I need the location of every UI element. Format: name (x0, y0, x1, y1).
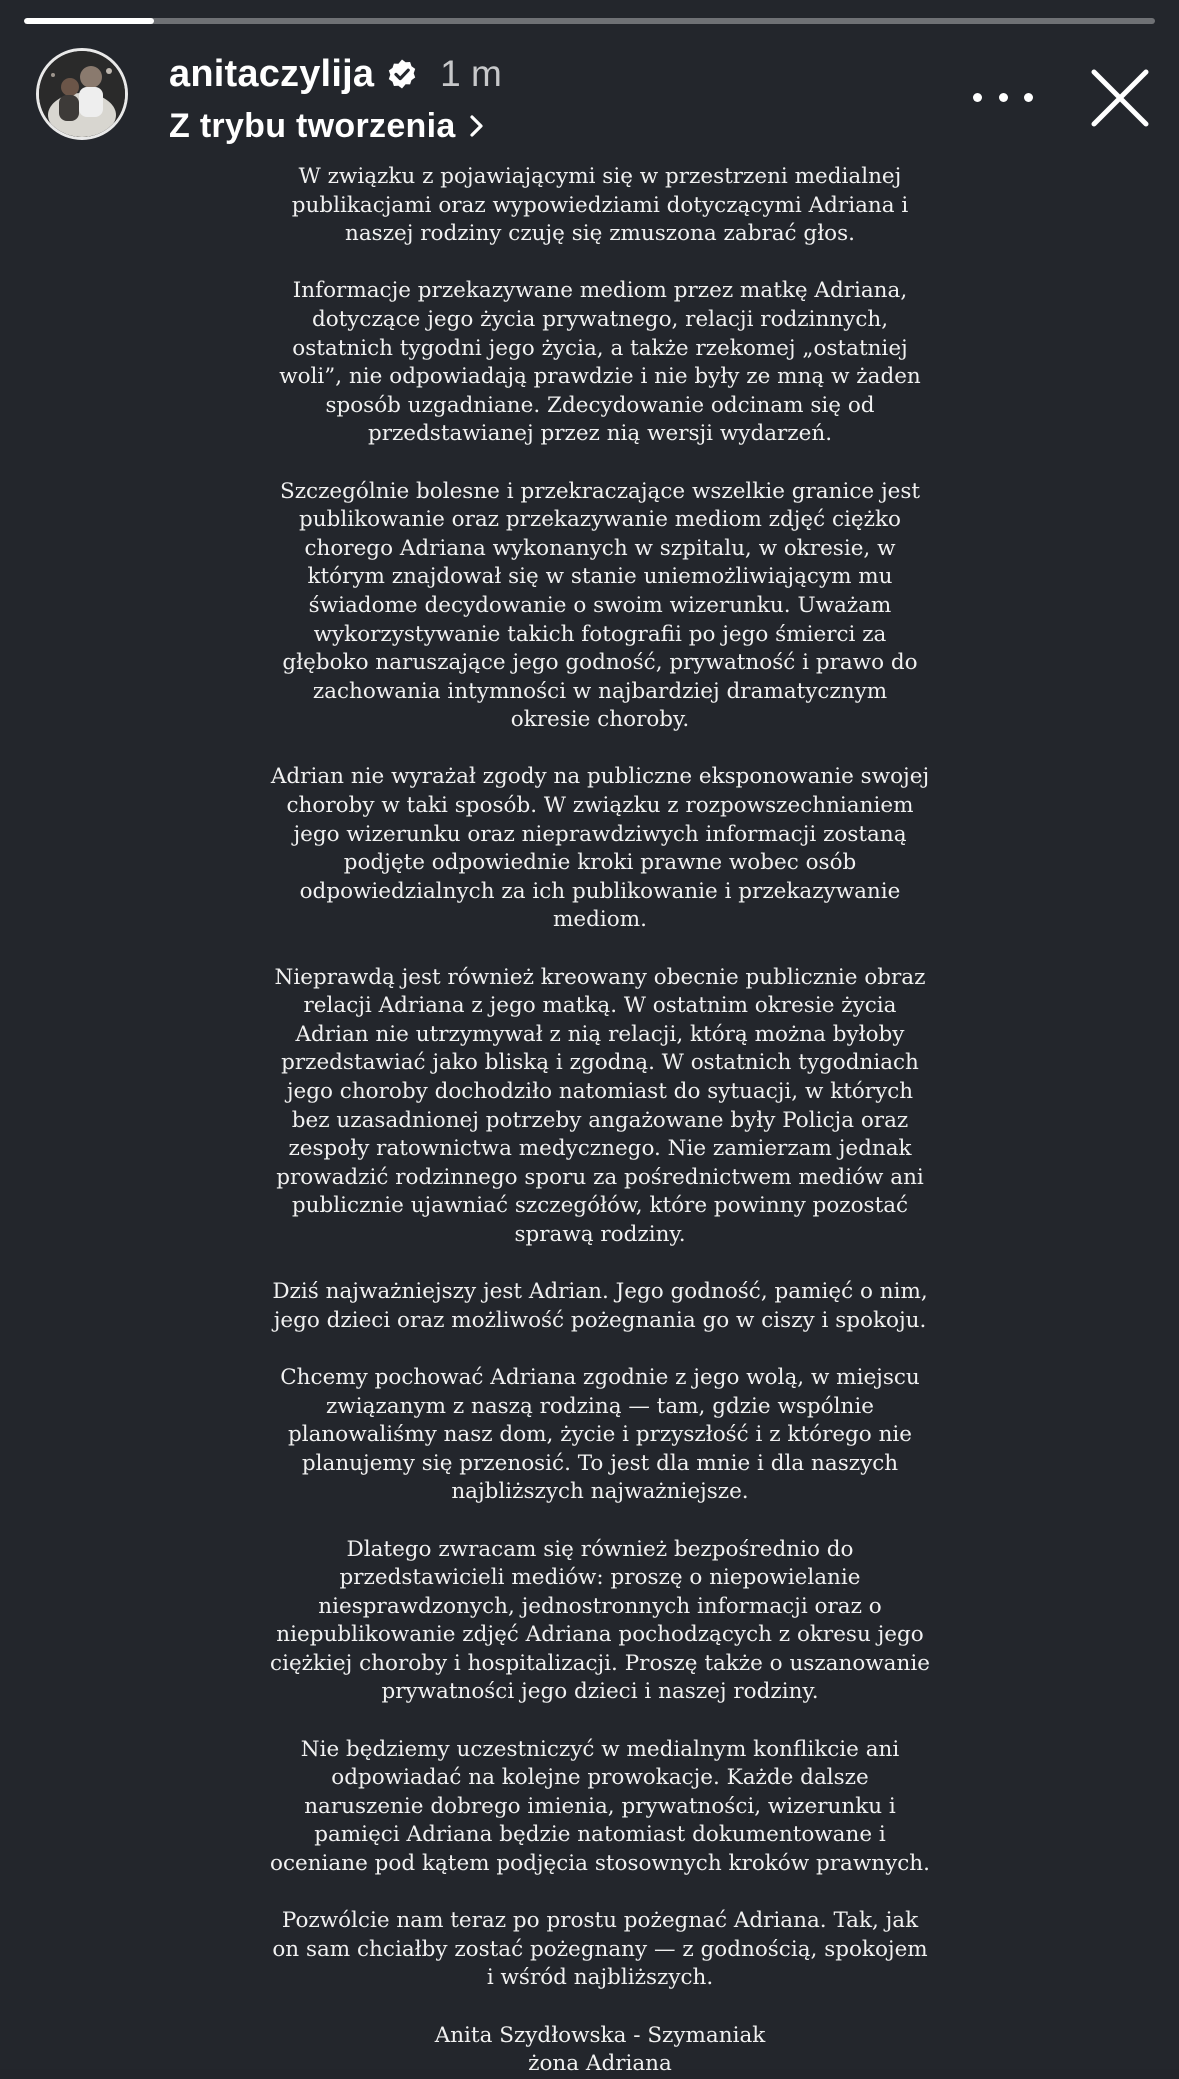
statement-paragraph: Nie będziemy uczestniczyć w medialnym konflikcie ani odpowiadać na kolejne prowokacje. Każde dalsze naruszenie dobrego imienia, prywatności, wizerunku i pamięci Adriana będzie natomiast dokumentowane i oceniane pod kątem podjęcia stosownych kroków prawnych. (270, 1736, 930, 1877)
signature (270, 2022, 930, 2079)
statement-paragraph: Dziś najważniejszy jest Adrian. Jego godność, pamięć o nim, jego dzieci oraz możliwość pożegnania go w ciszy i spokoju. (272, 1279, 928, 1333)
creation-mode-link[interactable] (169, 104, 502, 148)
statement-paragraph: Adrian nie wyrażał zgody na publiczne eksponowanie swojej choroby w taki sposób. W związku z rozpowszechnianiem jego wizerunku oraz nieprawdziwych informacji zostaną podjęte odpowiednie kroki prawne wobec osób odpowiedzialnych za ich publikowanie i przekazywanie mediom. (270, 764, 930, 933)
username[interactable]: anitaczylija (169, 52, 375, 95)
statement-paragraph: Pozwólcie nam teraz po prostu pożegnać Adriana. Tak, jak on sam chciałby zostać pożegnany — z godnością, spokojem i wśród najbliższych. (272, 1908, 928, 1991)
more-options-button[interactable] (973, 82, 1033, 112)
statement-paragraph: Nieprawdą jest również kreowany obecnie publicznie obraz relacji Adriana z jego matką. W ostatnim okresie życia Adrian nie utrzymywał z nią relacji, którą można byłoby przedstawiać jako bliską i zgodną. W ostatnich tygodniach jego choroby dochodziło natomiast do sytuacji, w których bez uzasadnionej potrzeby angażowane były Policja oraz zespoły ratownictwa medycznego. Nie zamierzam jednak prowadzić rodzinnego sporu za pośrednictwem mediów ani publicznie ujawniać szczegółów, które powinny pozostać sprawą rodziny. (274, 964, 926, 1247)
story-progress-fill (24, 18, 154, 24)
chevron-right-icon (468, 112, 486, 140)
avatar[interactable] (36, 48, 128, 140)
more-dot (999, 93, 1008, 102)
statement-paragraph: Dlatego zwracam się również bezpośrednio do przedstawicieli mediów: proszę o niepowielanie niesprawdzonych, jednostronnych informacji oraz o niepublikowanie zdjęć Adriana pochodzących z okresu jego ciężkiej choroby i hospitalizacji. Proszę także o uszanowanie prywatności jego dzieci i naszej rodziny. (270, 1536, 930, 1705)
time-ago: 1 m (440, 53, 502, 94)
statement-paragraph: Informacje przekazywane mediom przez matkę Adriana, dotyczące jego życia prywatnego, relacji rodzinnych, ostatnich tygodni jego życia, a także rzekomej „ostatniej woli”, nie odpowiadają prawdzie i nie były ze mną w żaden sposób uzgadniane. Zdecydowanie odcinam się od przedstawianej przez nią wersji wydarzeń. (279, 278, 921, 447)
more-dots-icon (973, 93, 982, 102)
verified-badge-icon (386, 58, 418, 90)
creation-mode-label: Z trybu tworzenia (169, 106, 456, 145)
statement-paragraph: Chcemy pochować Adriana zgodnie z jego wolą, w miejscu związanym z naszą rodziną — tam, gdzie wspólnie planowaliśmy nasz dom, życie i przyszłość i z którego nie planujemy się przenosić. To jest dla mnie i dla naszych najbliższych najważniejsze. (280, 1364, 920, 1505)
signature-name: Anita Szydłowska - Szymaniak (434, 2022, 766, 2048)
story-header (36, 48, 1156, 148)
avatar-image (39, 51, 125, 137)
statement-paragraph: W związku z pojawiającymi się w przestrzeni medialnej publikacjami oraz wypowiedziami dotyczącymi Adriana i naszej rodziny czuję się zmuszona zabrać głos. (291, 164, 909, 247)
statement-text (270, 163, 930, 2079)
statement-paragraph: Szczególnie bolesne i przekraczające wszelkie granice jest publikowanie oraz przekazywanie mediom zdjęć ciężko chorego Adriana wykonanych w szpitalu, w okresie, w którym znajdował się w stanie uniemożliwiającym mu świadome decydowanie o swoim wizerunku. Uważam wykorzystywanie takich fotografii po jego śmierci za głęboko naruszające jego godność, prywatność i prawo do zachowania intymności w najbardziej dramatycznym okresie choroby. (279, 478, 921, 733)
user-info (169, 50, 502, 148)
more-dot (1024, 93, 1033, 102)
close-icon[interactable] (1088, 66, 1152, 130)
signature-role: żona Adriana (528, 2051, 672, 2077)
story-progress-bar (24, 18, 1155, 24)
